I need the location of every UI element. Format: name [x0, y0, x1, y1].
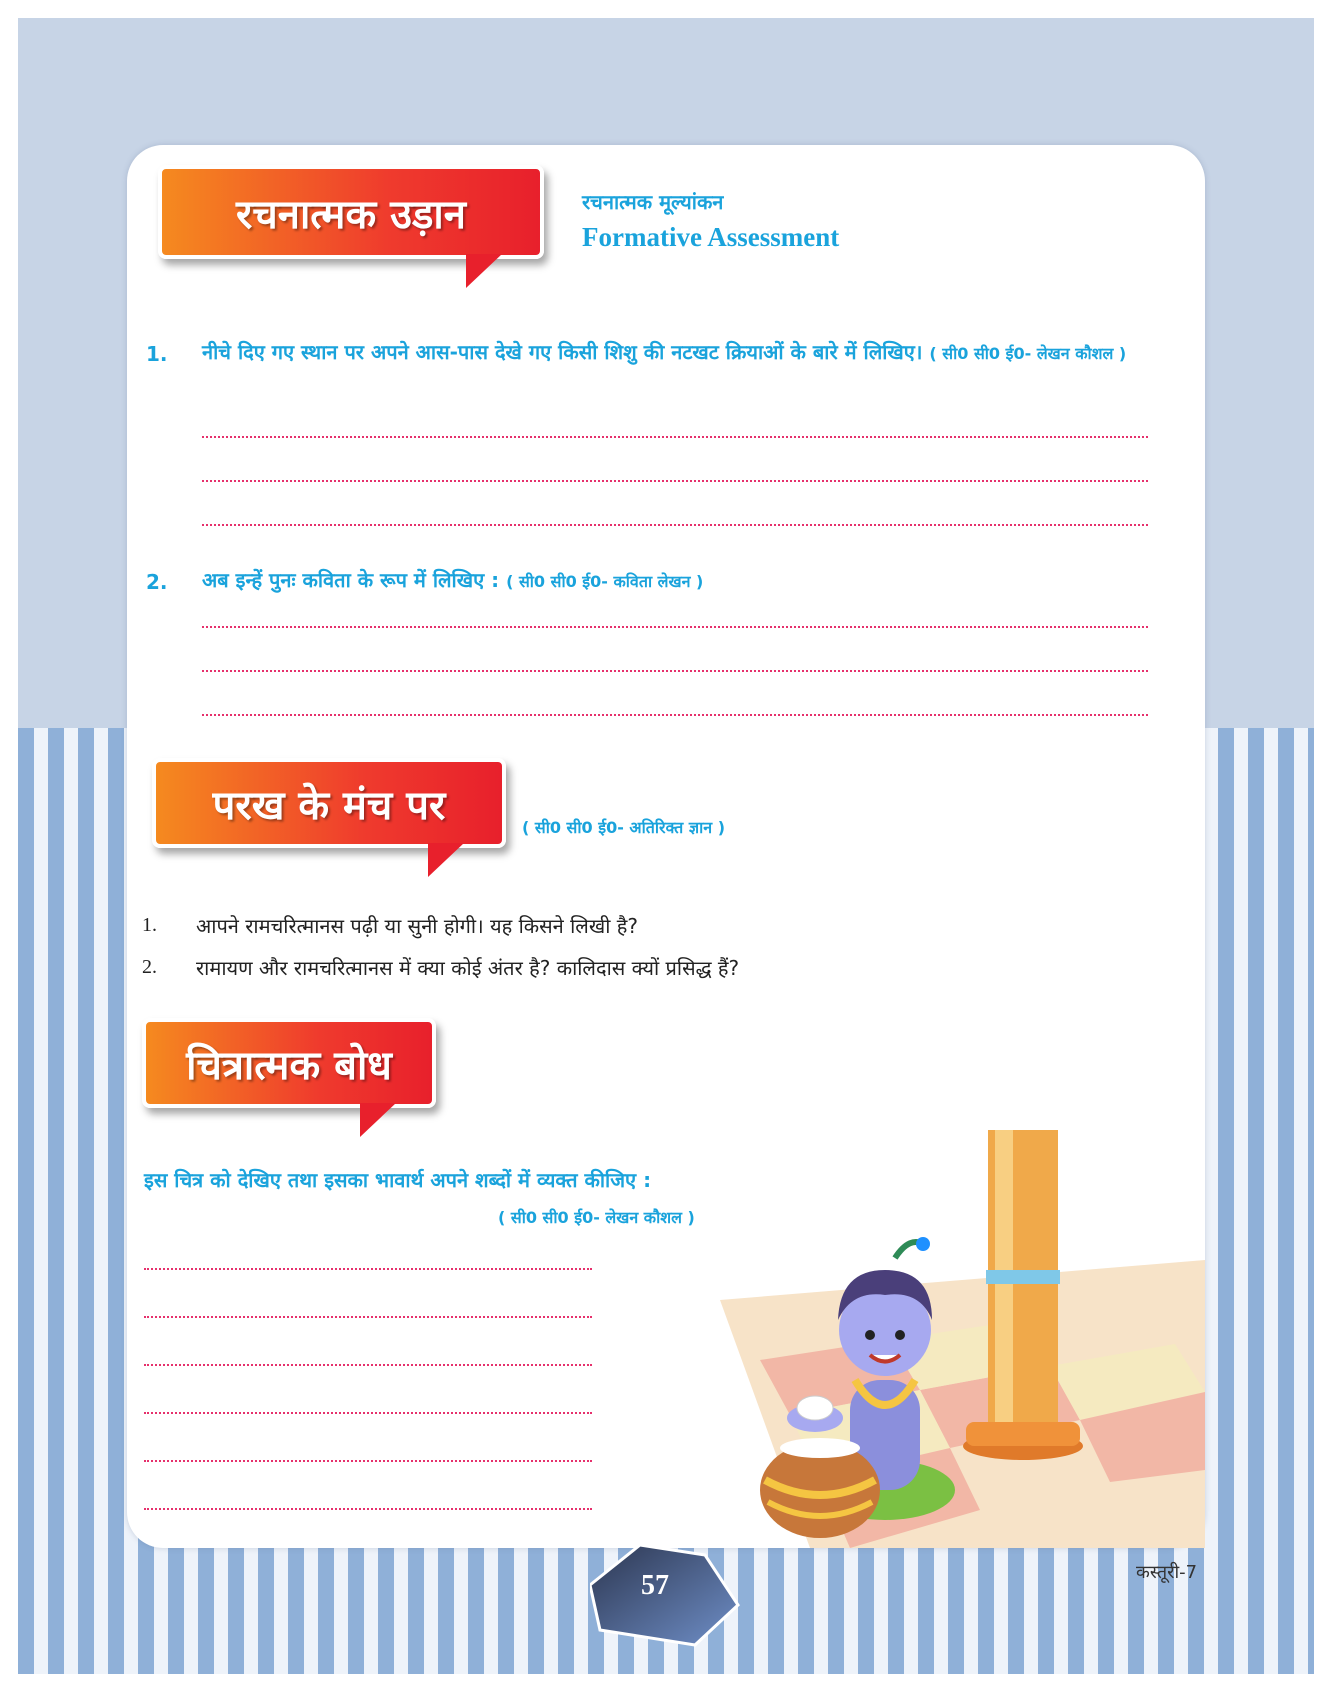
answer-line[interactable]	[202, 480, 1148, 482]
question-number: 1.	[142, 914, 157, 936]
cce-tag: ( सी0 सी0 ई0- अतिरिक्त ज्ञान )	[522, 818, 726, 837]
banner-chitratmak-bodh	[142, 1018, 436, 1108]
ccе-tag: ( सी0 सी0 ई0- लेखन कौशल )	[929, 344, 1127, 363]
page-number-badge	[590, 1540, 740, 1640]
answer-line[interactable]	[144, 1508, 592, 1510]
answer-line[interactable]	[144, 1460, 592, 1462]
question-text: आपने रामचरित्मानस पढ़ी या सुनी होगी। यह किसने लिखी है?	[196, 914, 638, 938]
question-number: 2.	[142, 956, 157, 978]
question-text: नीचे दिए गए स्थान पर अपने आस-पास देखे गए किसी शिशु की नटखट क्रियाओं के बारे में लिखिए। ( सी0 सी0 ई0- लेखन कौशल )	[202, 340, 1127, 364]
answer-line[interactable]	[144, 1412, 592, 1414]
answer-line[interactable]	[144, 1316, 592, 1318]
banner-label: परख के मंच पर	[212, 781, 446, 829]
answer-line[interactable]	[202, 626, 1148, 628]
section-heading-english: Formative Assessment	[582, 222, 840, 252]
section-heading-hindi: रचनात्मक मूल्यांकन	[582, 190, 724, 214]
banner-tail	[428, 843, 464, 877]
answer-line[interactable]	[144, 1268, 592, 1270]
banner-rachnatmak-udaan	[158, 165, 544, 259]
banner-parakh-ke-manch-par	[152, 758, 506, 848]
question-text: रामायण और रामचरित्मानस में क्या कोई अंतर है? कालिदास क्यों प्रसिद्ध हैं?	[196, 956, 740, 980]
banner-tail	[466, 254, 502, 288]
banner-label: चित्रात्मक बोध	[186, 1041, 392, 1089]
answer-line[interactable]	[202, 714, 1148, 716]
book-title: कस्तूरी-7	[1136, 1562, 1198, 1583]
cce-tag: ( सी0 सी0 ई0- लेखन कौशल )	[498, 1208, 695, 1227]
page-number: 57	[641, 1570, 669, 1601]
answer-line[interactable]	[202, 524, 1148, 526]
answer-line[interactable]	[202, 436, 1148, 438]
krishna-illustration	[720, 1130, 1205, 1548]
answer-line[interactable]	[144, 1364, 592, 1366]
banner-tail	[360, 1103, 396, 1137]
question-number: 1.	[146, 342, 168, 366]
answer-line[interactable]	[202, 670, 1148, 672]
banner-label: रचनात्मक उड़ान	[235, 190, 466, 238]
question-text: अब इन्हें पुनः कविता के रूप में लिखिए : ( सी0 सी0 ई0- कविता लेखन )	[202, 568, 704, 592]
cce-tag: ( सी0 सी0 ई0- कविता लेखन )	[506, 572, 704, 591]
question-number: 2.	[146, 570, 168, 594]
instruction-text: इस चित्र को देखिए तथा इसका भावार्थ अपने शब्दों में व्यक्त कीजिए :	[144, 1168, 652, 1192]
